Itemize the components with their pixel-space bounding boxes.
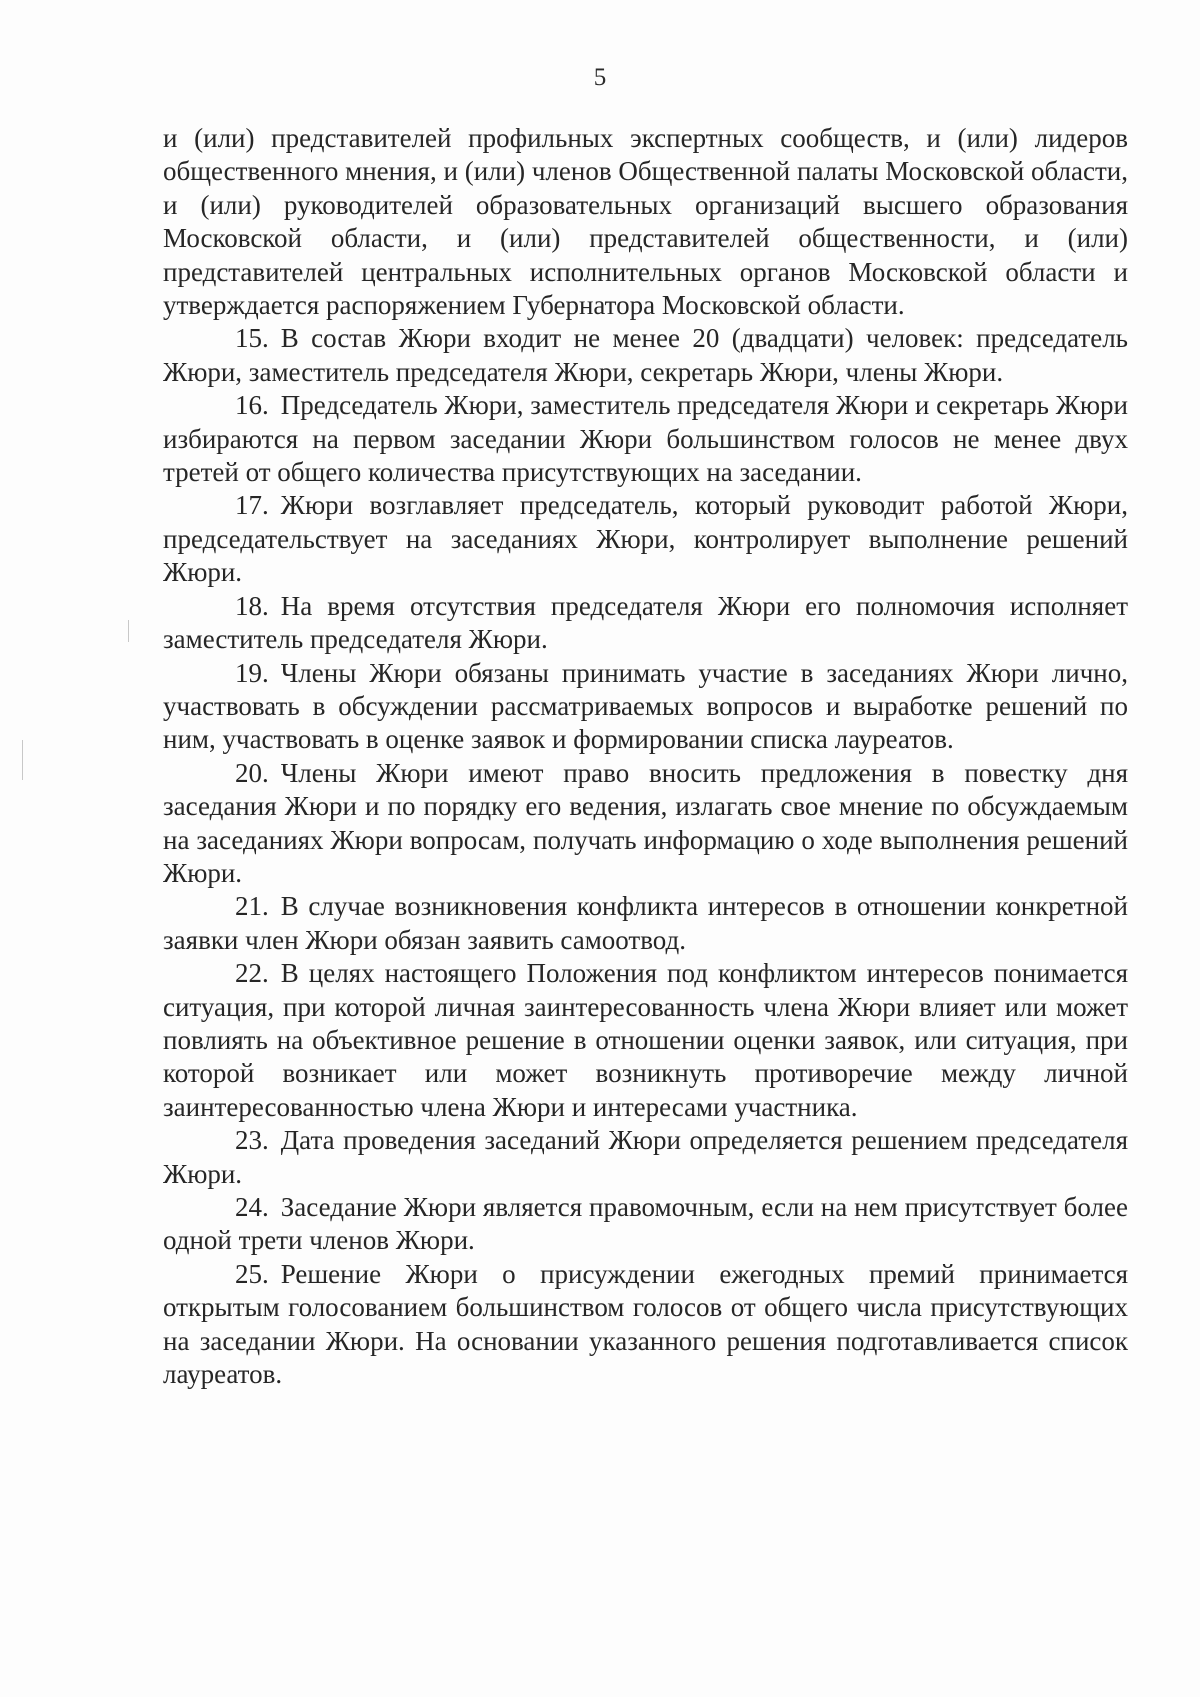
clause-number: 19.	[235, 657, 269, 688]
clause-number: 25.	[235, 1258, 269, 1289]
clause-number: 18.	[235, 590, 269, 621]
clause-23	[163, 1124, 1128, 1191]
page-number: 5	[593, 64, 607, 91]
clause-number: 16.	[235, 390, 269, 421]
clause-number: 15.	[235, 323, 269, 354]
clause-text: Члены Жюри имеют право вносить предложения в повестку дня заседания Жюри и по порядку его ведения, излагать свое мнение по обсуждаемым на заседаниях Жюри вопросам, получать информацию о ходе выполнения решений Жюри.	[163, 757, 1128, 888]
scan-margin-mark	[22, 740, 23, 780]
clause-number: 23.	[235, 1125, 269, 1156]
clause-text: В состав Жюри входит не менее 20 (двадцати) человек: председатель Жюри, заместитель председателя Жюри, секретарь Жюри, члены Жюри.	[163, 323, 1128, 387]
clause-number: 22.	[235, 958, 269, 989]
clause-number: 24.	[235, 1192, 269, 1222]
clause-text: На время отсутствия председателя Жюри его полномочия исполняет заместитель председателя Жюри.	[163, 590, 1128, 655]
clause-21	[163, 890, 1128, 957]
clause-number: 17.	[235, 490, 269, 521]
clause-25	[163, 1258, 1128, 1392]
clause-20	[163, 757, 1128, 891]
clause-15	[163, 322, 1128, 389]
clause-17	[163, 489, 1128, 589]
clause-number: 21.	[235, 891, 269, 922]
clause-19	[163, 657, 1128, 757]
clause-24	[163, 1191, 1128, 1258]
clause-text: Дата проведения заседаний Жюри определяется решением председателя Жюри.	[163, 1125, 1128, 1189]
intro-paragraph: и (или) представителей профильных экспертных сообществ, и (или) лидеров общественного мнения, и (или) членов Общественной палаты Московской области, и (или) руководителей образовательных организаций высшего образования Московской области, и (или) представителей общественности, и (или) представителей центральных исполнительных органов Московской области и утверждается распоряжением Губернатора Московской области.	[163, 123, 1128, 321]
clause-16	[163, 389, 1128, 489]
clause-text: Председатель Жюри, заместитель председателя Жюри и секретарь Жюри избираются на первом заседании Жюри большинством голосов не менее двух третей от общего количества присутствующих на заседании.	[163, 390, 1129, 488]
clause-number: 20.	[235, 757, 269, 788]
clause-18	[163, 590, 1128, 657]
scan-margin-mark	[128, 620, 129, 642]
clause-22	[163, 957, 1128, 1124]
clause-text: Решение Жюри о присуждении ежегодных премий принимается открытым голосованием большинством голосов от общего числа присутствующих на заседании Жюри. На основании указанного решения подготавливается список лауреатов.	[163, 1258, 1128, 1390]
clause-text: Заседание Жюри является правомочным, если на нем присутствует более одной трети членов Жюри.	[163, 1192, 1128, 1256]
clause-text: В целях настоящего Положения под конфликтом интересов понимается ситуация, при которой личная заинтересованность члена Жюри влияет или может повлиять на объективное решение в отношении оценки заявок, или ситуация, при которой возникает или может возникнуть противоречие между личной заинтересованностью члена Жюри и интересами участника.	[163, 958, 1128, 1122]
clause-text: Члены Жюри обязаны принимать участие в заседаниях Жюри лично, участвовать в обсуждении рассматриваемых вопросов и выработке решений по ним, участвовать в оценке заявок и формировании списка лауреатов.	[163, 657, 1128, 755]
clause-text: Жюри возглавляет председатель, который руководит работой Жюри, председательствует на заседаниях Жюри, контролирует выполнение решений Жюри.	[163, 490, 1128, 588]
clause-text: В случае возникновения конфликта интересов в отношении конкретной заявки член Жюри обязан заявить самоотвод.	[163, 891, 1128, 955]
document-body	[163, 122, 1128, 1391]
